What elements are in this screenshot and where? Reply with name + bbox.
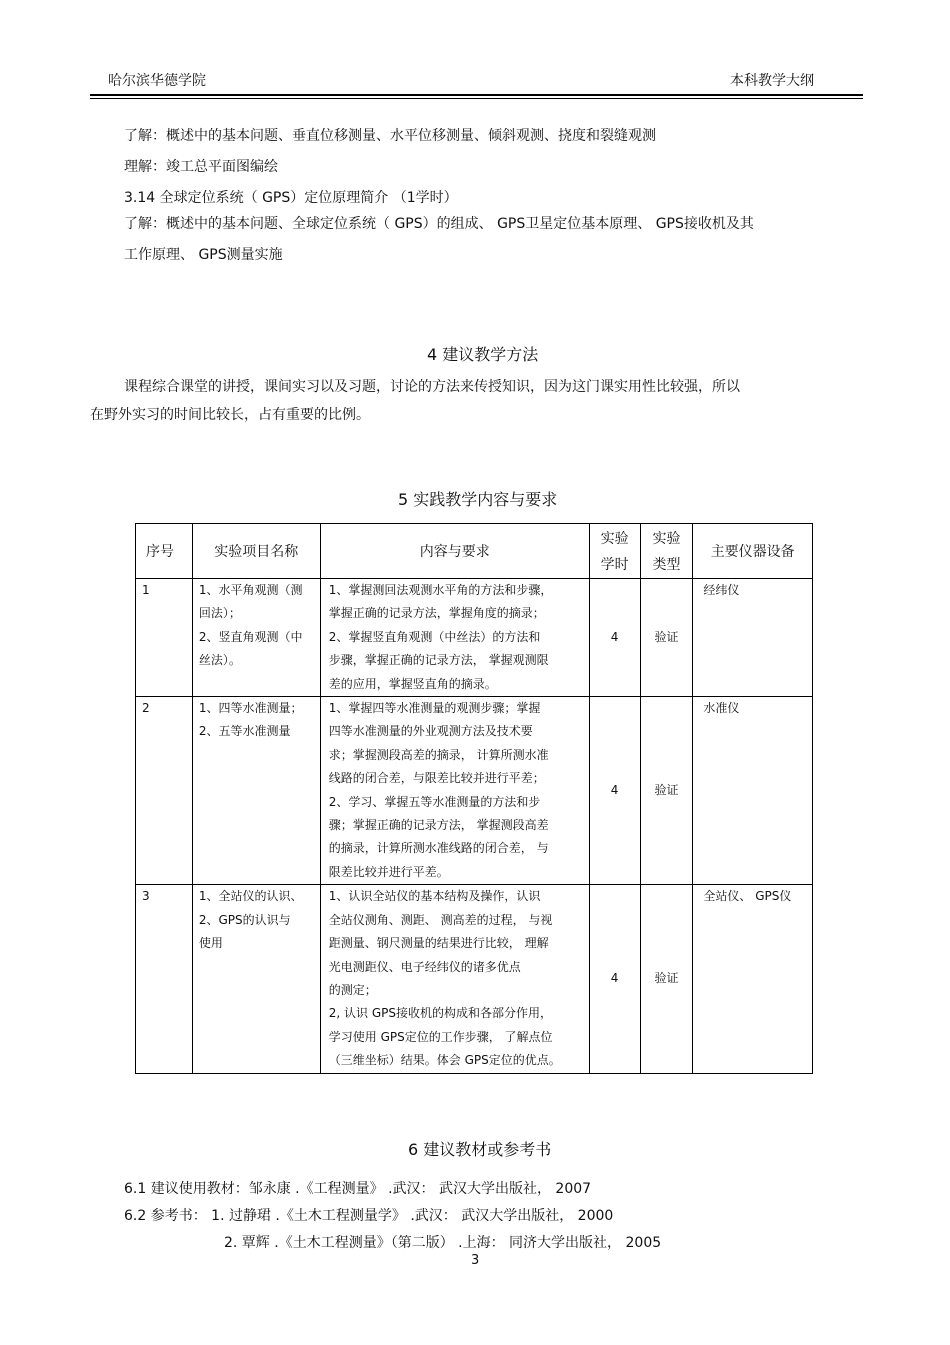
section-5-title: 5 实践教学内容与要求	[398, 490, 558, 509]
row-hours: 4	[589, 579, 640, 697]
page-number: 3	[471, 1253, 480, 1268]
row-name: 1、四等水准测量； 2、五等水准测量	[192, 697, 320, 885]
section-4-paragraph-line-2: 在野外实习的时间比较长，占有重要的比例。	[90, 407, 370, 423]
lab-table	[135, 523, 813, 1074]
row-seq: 2	[136, 697, 193, 885]
row-equipment: 全站仪、 GPS仪	[693, 885, 813, 1073]
section-3-14-heading: 3.14 全球定位系统（ GPS）定位原理简介 （1学时）	[124, 190, 458, 206]
row-content: 1、认识全站仪的基本结构及操作，认识 全站仪测角、测距、 测高差的过程， 与视 距测量、钢尺测量的结果进行比较， 理解 光电测距仪、电子经纬仪的诸多优点 的测定； 2, 认识 GPS接收机的构成和各部分作用， 学习使用 GPS定位的工作步骤， 了解点位 （三维坐标）结果。体会 GPS定位的优点。	[320, 885, 589, 1073]
reference-2: 6.2 参考书： 1. 过静珺 .《土木工程测量学》 .武汉： 武汉大学出版社， 2000	[124, 1208, 614, 1224]
row-type: 验证	[640, 579, 693, 697]
row-type: 验证	[640, 697, 693, 885]
header-content: 内容与要求	[320, 524, 589, 579]
row-equipment: 水准仪	[693, 697, 813, 885]
intro-line-1: 了解：概述中的基本问题、垂直位移测量、水平位移测量、倾斜观测、挠度和裂缝观测	[124, 128, 656, 144]
reference-1: 6.1 建议使用教材：邹永康 .《工程测量》 .武汉： 武汉大学出版社， 2007	[124, 1181, 592, 1197]
header-type: 实验 类型	[640, 524, 693, 579]
row-content: 1、掌握测回法观测水平角的方法和步骤， 掌握正确的记录方法，掌握角度的摘录； 2、掌握竖直角观测（中丝法）的方法和 步骤，掌握正确的记录方法， 掌握观测限 差的应用，掌握竖直角的摘录。	[320, 579, 589, 697]
section-4-paragraph-line-1: 课程综合课堂的讲授，课间实习以及习题，讨论的方法来传授知识，因为这门课实用性比较强，所以	[124, 379, 740, 395]
table-row	[136, 579, 813, 697]
header-equipment: 主要仪器设备	[693, 524, 813, 579]
row-content: 1、掌握四等水准测量的观测步骤；掌握 四等水准测量的外业观测方法及技术要 求；掌握测段高差的摘录， 计算所测水准 线路的闭合差，与限差比较并进行平差； 2、学习、掌握五等水准测量的方法和步 骤；掌握正确的记录方法， 掌握测段高差 的摘录，计算所测水准线路的闭合差， 与 限差比较并进行平差。	[320, 697, 589, 885]
row-equipment: 经纬仪	[693, 579, 813, 697]
header-right: 本科教学大纲	[730, 73, 814, 89]
intro-line-4: 工作原理、 GPS测量实施	[124, 247, 283, 263]
intro-line-2: 理解：竣工总平面图编绘	[124, 159, 278, 175]
header-name: 实验项目名称	[192, 524, 320, 579]
row-name: 1、全站仪的认识、 2、GPS的认识与 使用	[192, 885, 320, 1073]
row-hours: 4	[589, 885, 640, 1073]
header-rule-thin	[90, 98, 863, 99]
row-seq: 1	[136, 579, 193, 697]
header-hours: 实验 学时	[589, 524, 640, 579]
reference-3: 2. 覃辉 .《土木工程测量》（第二版） .上海： 同济大学出版社， 2005	[224, 1235, 662, 1251]
table-header-row	[136, 524, 813, 579]
header-seq: 序号	[136, 524, 193, 579]
row-name: 1、水平角观测（测 回法）； 2、竖直角观测（中 丝法）。	[192, 579, 320, 697]
section-6-title: 6 建议教材或参考书	[408, 1140, 552, 1159]
intro-line-3: 了解：概述中的基本问题、全球定位系统（ GPS）的组成、 GPS卫星定位基本原理、 GPS接收机及其	[124, 216, 754, 232]
section-4-title: 4 建议教学方法	[427, 345, 539, 364]
header-left: 哈尔滨华德学院	[108, 73, 206, 89]
row-type: 验证	[640, 885, 693, 1073]
row-seq: 3	[136, 885, 193, 1073]
row-hours: 4	[589, 697, 640, 885]
table-row	[136, 697, 813, 885]
header-rule	[90, 94, 863, 96]
table-row	[136, 885, 813, 1073]
